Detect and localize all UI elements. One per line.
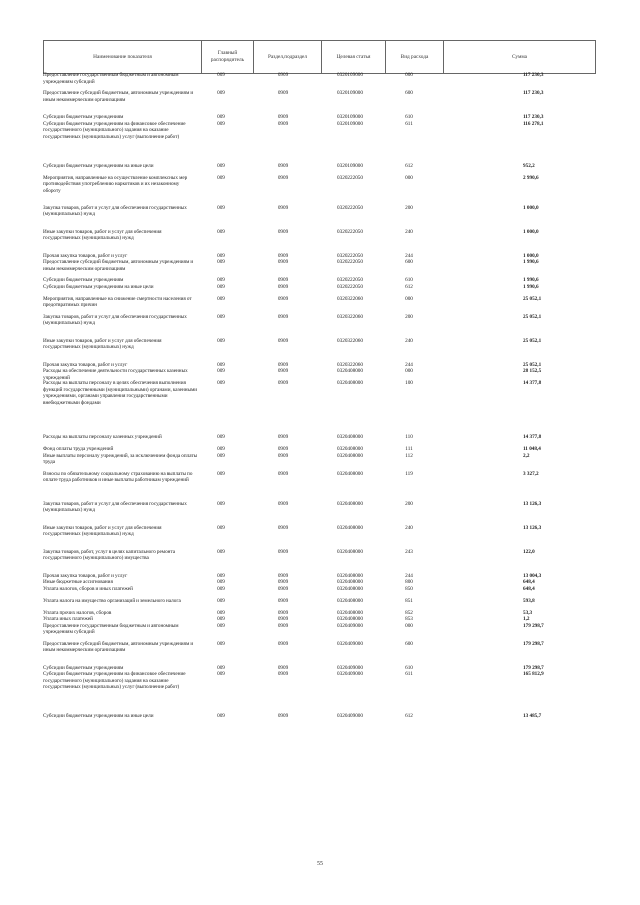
cell-cs: 0320408000 bbox=[337, 434, 363, 440]
cell-sum: 2 990,6 bbox=[523, 174, 539, 181]
cell-cs: 0320222050 bbox=[337, 277, 363, 283]
cell-vr: 110 bbox=[405, 434, 413, 440]
cell-gr: 009 bbox=[217, 72, 225, 78]
cell-vr: 100 bbox=[405, 380, 413, 386]
cell-gr: 009 bbox=[217, 204, 225, 211]
cell-vr: 612 bbox=[405, 713, 413, 719]
table-row bbox=[43, 549, 595, 573]
cell-sum: 179 298,7 bbox=[523, 640, 544, 647]
cell-cs: 0320408000 bbox=[337, 380, 363, 386]
cell-gr: 009 bbox=[217, 313, 225, 320]
table-row bbox=[43, 175, 595, 205]
cell-rz: 0909 bbox=[277, 259, 289, 265]
cell-gr: 009 bbox=[217, 713, 225, 719]
cell-name: Иные закупки товаров, работ и услуг для обеспечения государственных (муниципальных) нужд bbox=[43, 337, 162, 351]
cell-vr: 000 bbox=[405, 72, 413, 78]
cell-rz: 0909 bbox=[277, 470, 289, 477]
cell-name: Фонд оплаты труда учреждений bbox=[43, 446, 114, 452]
cell-rz: 0909 bbox=[277, 616, 289, 622]
cell-cs: 0320408000 bbox=[337, 548, 363, 555]
cell-sum: 648,4 bbox=[523, 579, 535, 585]
cell-gr: 009 bbox=[217, 664, 225, 671]
table-row bbox=[43, 598, 595, 610]
cell-sum: 13 004,3 bbox=[523, 572, 542, 579]
cell-gr: 009 bbox=[217, 524, 225, 531]
table-row bbox=[43, 163, 595, 175]
cell-cs: 0320109000 bbox=[337, 120, 363, 127]
cell-rz: 0909 bbox=[277, 252, 289, 259]
cell-cs: 0320408000 bbox=[337, 609, 363, 616]
cell-name: Иные выплаты персоналу учреждений, за исключением фонда оплаты труда bbox=[43, 452, 198, 466]
cell-cs: 0320408000 bbox=[337, 597, 363, 604]
cell-sum: 116 278,1 bbox=[523, 120, 544, 127]
cell-cs: 0320408000 bbox=[337, 579, 363, 585]
cell-gr: 009 bbox=[217, 640, 225, 647]
cell-rz: 0909 bbox=[277, 640, 289, 647]
cell-vr: 611 bbox=[405, 671, 413, 677]
cell-cs: 0320222050 bbox=[337, 228, 363, 235]
cell-gr: 009 bbox=[217, 470, 225, 477]
cell-sum: 25 052,1 bbox=[523, 337, 542, 344]
cell-rz: 0909 bbox=[277, 174, 289, 181]
table-row bbox=[43, 229, 595, 253]
table-row bbox=[43, 671, 595, 713]
cell-vr: 610 bbox=[405, 277, 413, 283]
cell-cs: 0320222050 bbox=[337, 283, 363, 290]
cell-cs: 0320109000 bbox=[337, 90, 363, 96]
cell-rz: 0909 bbox=[277, 585, 289, 592]
cell-cs: 0320409000 bbox=[337, 671, 363, 677]
cell-rz: 0909 bbox=[277, 120, 289, 127]
cell-vr: 853 bbox=[405, 616, 413, 622]
cell-gr: 009 bbox=[217, 446, 225, 452]
cell-vr: 600 bbox=[405, 90, 413, 96]
cell-rz: 0909 bbox=[277, 446, 289, 452]
cell-vr: 610 bbox=[405, 664, 413, 671]
cell-rz: 0909 bbox=[277, 337, 289, 344]
cell-rz: 0909 bbox=[277, 579, 289, 585]
cell-sum: 1 990,6 bbox=[523, 277, 539, 283]
cell-rz: 0909 bbox=[277, 713, 289, 719]
cell-name: Субсидии бюджетным учреждениям на финансовое обеспечение государственного (муниципального) задания на оказание государственных (муниципальных) услуг (выполнение работ) bbox=[43, 120, 186, 140]
cell-gr: 009 bbox=[217, 120, 225, 127]
cell-sum: 3 327,2 bbox=[523, 470, 539, 477]
cell-name: Расходы на обеспечение деятельности государственных казенных учреждений bbox=[43, 368, 188, 381]
header-name: Наименование показателя bbox=[44, 41, 202, 74]
cell-sum: 13 126,3 bbox=[523, 524, 542, 531]
table-row bbox=[43, 72, 595, 90]
cell-vr: 611 bbox=[405, 120, 413, 127]
cell-gr: 009 bbox=[217, 361, 225, 368]
table-row bbox=[43, 525, 595, 549]
cell-name: Уплата налога на имущество организаций и земельного налога bbox=[43, 597, 181, 604]
cell-vr: 610 bbox=[405, 114, 413, 120]
cell-name: Иные бюджетные ассигнования bbox=[43, 579, 113, 585]
cell-rz: 0909 bbox=[277, 452, 289, 459]
cell-vr: 600 bbox=[405, 259, 413, 265]
table-row bbox=[43, 453, 595, 471]
cell-sum: 117 230,3 bbox=[523, 90, 544, 96]
cell-cs: 0320109000 bbox=[337, 114, 363, 120]
cell-vr: 111 bbox=[405, 446, 413, 452]
cell-gr: 009 bbox=[217, 380, 225, 386]
cell-rz: 0909 bbox=[277, 548, 289, 555]
header-vr: Вид расхода bbox=[386, 41, 444, 74]
cell-cs: 0320408000 bbox=[337, 585, 363, 592]
cell-cs: 0320408000 bbox=[337, 368, 363, 374]
table-row bbox=[43, 314, 595, 338]
cell-sum: 165 812,9 bbox=[523, 671, 544, 677]
cell-name: Расходы на выплаты персоналу казенных учреждений bbox=[43, 434, 162, 440]
cell-sum: 25 052,1 bbox=[523, 361, 542, 368]
cell-vr: 244 bbox=[405, 572, 413, 579]
table-row bbox=[43, 586, 595, 598]
cell-sum: 53,3 bbox=[523, 609, 533, 616]
cell-gr: 009 bbox=[217, 434, 225, 440]
cell-cs: 0320322060 bbox=[337, 313, 363, 320]
cell-gr: 009 bbox=[217, 368, 225, 374]
cell-sum: 1 990,6 bbox=[523, 259, 539, 265]
cell-vr: 612 bbox=[405, 162, 413, 169]
cell-rz: 0909 bbox=[277, 228, 289, 235]
cell-vr: 240 bbox=[405, 337, 413, 344]
table-row bbox=[43, 368, 595, 380]
header-cs: Целевая статья bbox=[322, 41, 386, 74]
cell-gr: 009 bbox=[217, 283, 225, 290]
cell-cs: 0320322060 bbox=[337, 337, 363, 344]
cell-gr: 009 bbox=[217, 228, 225, 235]
cell-vr: 851 bbox=[405, 597, 413, 604]
cell-name: Субсидии бюджетным учреждениям bbox=[43, 277, 124, 283]
table-row bbox=[43, 90, 595, 114]
cell-name: Прочая закупка товаров, работ и услуг bbox=[43, 361, 128, 368]
cell-cs: 0320322060 bbox=[337, 361, 363, 368]
cell-name: Закупка товаров, работ и услуг для обеспечения государственных (муниципальных) нужд bbox=[43, 313, 187, 327]
cell-cs: 0320222050 bbox=[337, 204, 363, 211]
header-sum: Сумма bbox=[444, 41, 596, 74]
cell-sum: 648,4 bbox=[523, 585, 535, 592]
cell-gr: 009 bbox=[217, 90, 225, 96]
cell-cs: 0320109000 bbox=[337, 72, 363, 78]
cell-name: Уплата налогов, сборов и иных платежей bbox=[43, 585, 133, 592]
cell-name: Субсидии бюджетным учреждениям bbox=[43, 114, 124, 120]
table-row bbox=[43, 434, 595, 446]
cell-gr: 009 bbox=[217, 162, 225, 169]
cell-rz: 0909 bbox=[277, 524, 289, 531]
cell-vr: 112 bbox=[405, 452, 413, 459]
cell-vr: 850 bbox=[405, 585, 413, 592]
cell-name: Предоставление субсидий бюджетным, автономным учреждениям и иным некоммерческим организациям bbox=[43, 259, 194, 272]
cell-name: Взносы по обязательному социальному страхованию на выплаты по оплате труда работников и иные выплаты работникам учреждений bbox=[43, 470, 193, 484]
cell-gr: 009 bbox=[217, 295, 225, 302]
cell-gr: 009 bbox=[217, 579, 225, 585]
header-grbs: Главный распорядитель bbox=[202, 41, 254, 74]
cell-name: Закупка товаров, работ и услуг для обеспечения государственных (муниципальных) нужд bbox=[43, 204, 187, 218]
cell-gr: 009 bbox=[217, 114, 225, 120]
cell-rz: 0909 bbox=[277, 277, 289, 283]
cell-vr: 612 bbox=[405, 283, 413, 290]
cell-cs: 0320408000 bbox=[337, 470, 363, 477]
cell-sum: 1 990,6 bbox=[523, 283, 539, 290]
cell-rz: 0909 bbox=[277, 609, 289, 616]
table-row bbox=[43, 623, 595, 641]
cell-sum: 1 000,0 bbox=[523, 204, 539, 211]
cell-gr: 009 bbox=[217, 259, 225, 265]
cell-rz: 0909 bbox=[277, 500, 289, 507]
cell-cs: 0320409000 bbox=[337, 664, 363, 671]
table-row bbox=[43, 338, 595, 362]
cell-name: Прочая закупка товаров, работ и услуг bbox=[43, 252, 128, 259]
cell-vr: 200 bbox=[405, 500, 413, 507]
table-row bbox=[43, 641, 595, 665]
cell-name: Предоставление субсидий бюджетным, автономным учреждениям и иным некоммерческим организациям bbox=[43, 640, 194, 654]
table-row bbox=[43, 713, 595, 725]
cell-sum: 14 377,8 bbox=[523, 434, 542, 440]
cell-sum: 117 230,3 bbox=[523, 72, 544, 78]
cell-gr: 009 bbox=[217, 671, 225, 677]
cell-rz: 0909 bbox=[277, 283, 289, 290]
cell-cs: 0320222050 bbox=[337, 252, 363, 259]
cell-name: Иные закупки товаров, работ и услуг для обеспечения государственных (муниципальных) нужд bbox=[43, 228, 162, 242]
table-header bbox=[43, 40, 596, 74]
cell-gr: 009 bbox=[217, 174, 225, 181]
cell-cs: 0320408000 bbox=[337, 452, 363, 459]
cell-rz: 0909 bbox=[277, 204, 289, 211]
cell-cs: 0320408000 bbox=[337, 446, 363, 452]
cell-rz: 0909 bbox=[277, 114, 289, 120]
cell-gr: 009 bbox=[217, 452, 225, 459]
cell-rz: 0909 bbox=[277, 380, 289, 386]
table-row bbox=[43, 259, 595, 277]
cell-vr: 240 bbox=[405, 228, 413, 235]
cell-cs: 0320409000 bbox=[337, 622, 363, 629]
cell-gr: 009 bbox=[217, 609, 225, 616]
cell-gr: 009 bbox=[217, 597, 225, 604]
cell-vr: 000 bbox=[405, 622, 413, 629]
cell-cs: 0320408000 bbox=[337, 572, 363, 579]
cell-gr: 009 bbox=[217, 572, 225, 579]
cell-name: Предоставление субсидий бюджетным, автономным учреждениям и иным некоммерческим организациям bbox=[43, 90, 194, 103]
cell-sum: 952,2 bbox=[523, 162, 535, 169]
table-row bbox=[43, 205, 595, 229]
cell-vr: 200 bbox=[405, 313, 413, 320]
cell-vr: 000 bbox=[405, 368, 413, 374]
cell-gr: 009 bbox=[217, 585, 225, 592]
cell-rz: 0909 bbox=[277, 671, 289, 677]
table-row bbox=[43, 471, 595, 501]
cell-cs: 0320222050 bbox=[337, 259, 363, 265]
cell-sum: 28 152,5 bbox=[523, 368, 542, 374]
cell-name: Субсидии бюджетным учреждениям на финансовое обеспечение государственного (муниципального) задания на оказание государственных (муниципальных) услуг (выполнение работ) bbox=[43, 671, 186, 691]
cell-name: Субсидии бюджетным учреждениям bbox=[43, 664, 124, 671]
cell-vr: 852 bbox=[405, 609, 413, 616]
cell-name: Субсидии бюджетным учреждениям на иные цели bbox=[43, 162, 154, 169]
cell-name: Мероприятия, направленные на осуществление комплексных мер противодействия употреблению наркотиков и их незаконному обороту bbox=[43, 174, 188, 194]
cell-rz: 0909 bbox=[277, 622, 289, 629]
cell-vr: 800 bbox=[405, 579, 413, 585]
cell-sum: 1 000,0 bbox=[523, 228, 539, 235]
cell-gr: 009 bbox=[217, 548, 225, 555]
cell-name: Субсидии бюджетным учреждениям на иные цели bbox=[43, 713, 154, 719]
cell-sum: 179 298,7 bbox=[523, 622, 544, 629]
table-row bbox=[43, 501, 595, 525]
cell-name: Мероприятия, направленные на снижение смертности населения от предотвратимых причин bbox=[43, 295, 192, 309]
table-row bbox=[43, 121, 595, 163]
cell-sum: 11 048,4 bbox=[523, 446, 541, 452]
cell-gr: 009 bbox=[217, 622, 225, 629]
cell-vr: 244 bbox=[405, 252, 413, 259]
cell-cs: 0320322060 bbox=[337, 295, 363, 302]
cell-sum: 117 230,3 bbox=[523, 114, 544, 120]
cell-cs: 0320408000 bbox=[337, 616, 363, 622]
cell-name: Субсидии бюджетным учреждениям на иные цели bbox=[43, 283, 154, 290]
cell-sum: 25 052,1 bbox=[523, 313, 542, 320]
cell-name: Закупка товаров, работ, услуг в целях капитального ремонта государственного (муниципального) имущества bbox=[43, 548, 176, 562]
cell-name: Предоставление государственным бюджетным и автономным учреждениям субсидий bbox=[43, 622, 179, 636]
page-number: 55 bbox=[317, 861, 323, 867]
cell-rz: 0909 bbox=[277, 72, 289, 78]
cell-cs: 0320409000 bbox=[337, 713, 363, 719]
cell-sum: 593,8 bbox=[523, 597, 535, 604]
cell-sum: 179 298,7 bbox=[523, 664, 544, 671]
cell-name: Иные закупки товаров, работ и услуг для обеспечения государственных (муниципальных) нужд bbox=[43, 524, 162, 538]
table-row bbox=[43, 284, 595, 296]
cell-rz: 0909 bbox=[277, 597, 289, 604]
cell-sum: 13 485,7 bbox=[523, 713, 542, 719]
cell-name: Расходы на выплаты персоналу в целях обеспечения выполнения функций государственными (муниципальными) органами, казенными учреждениями, органами управления государственными внебюджетными фондами bbox=[43, 380, 198, 406]
cell-sum: 2,2 bbox=[523, 452, 530, 459]
header-razdel: Раздел,подраздел bbox=[254, 41, 322, 74]
cell-cs: 0320222050 bbox=[337, 174, 363, 181]
cell-rz: 0909 bbox=[277, 90, 289, 96]
cell-vr: 200 bbox=[405, 204, 413, 211]
cell-rz: 0909 bbox=[277, 664, 289, 671]
cell-sum: 25 052,1 bbox=[523, 295, 542, 302]
cell-gr: 009 bbox=[217, 277, 225, 283]
cell-gr: 009 bbox=[217, 500, 225, 507]
cell-rz: 0909 bbox=[277, 572, 289, 579]
cell-name: Уплата иных платежей bbox=[43, 616, 93, 622]
cell-vr: 000 bbox=[405, 174, 413, 181]
cell-cs: 0320408000 bbox=[337, 500, 363, 507]
cell-name: Уплата прочих налогов, сборов bbox=[43, 609, 112, 616]
cell-sum: 1 000,0 bbox=[523, 252, 539, 259]
cell-cs: 0320409000 bbox=[337, 640, 363, 647]
cell-cs: 0320109000 bbox=[337, 162, 363, 169]
cell-vr: 243 bbox=[405, 548, 413, 555]
cell-rz: 0909 bbox=[277, 295, 289, 302]
cell-vr: 119 bbox=[405, 470, 413, 477]
cell-vr: 000 bbox=[405, 295, 413, 302]
cell-rz: 0909 bbox=[277, 313, 289, 320]
cell-sum: 13 126,3 bbox=[523, 500, 542, 507]
cell-name: Закупка товаров, работ и услуг для обеспечения государственных (муниципальных) нужд bbox=[43, 500, 187, 514]
cell-rz: 0909 bbox=[277, 162, 289, 169]
cell-gr: 009 bbox=[217, 616, 225, 622]
cell-vr: 244 bbox=[405, 361, 413, 368]
cell-rz: 0909 bbox=[277, 361, 289, 368]
table-body bbox=[43, 72, 595, 725]
cell-gr: 009 bbox=[217, 252, 225, 259]
cell-gr: 009 bbox=[217, 337, 225, 344]
cell-vr: 240 bbox=[405, 524, 413, 531]
cell-cs: 0320408000 bbox=[337, 524, 363, 531]
table-row bbox=[43, 296, 595, 314]
cell-sum: 14 377,8 bbox=[523, 380, 542, 386]
table-row bbox=[43, 380, 595, 434]
cell-name: Предоставление государственным бюджетным и автономным учреждениям субсидий bbox=[43, 72, 179, 85]
cell-sum: 1,2 bbox=[523, 616, 530, 622]
cell-vr: 600 bbox=[405, 640, 413, 647]
cell-sum: 122,0 bbox=[523, 548, 535, 555]
cell-rz: 0909 bbox=[277, 368, 289, 374]
cell-name: Прочая закупка товаров, работ и услуг bbox=[43, 572, 128, 579]
cell-rz: 0909 bbox=[277, 434, 289, 440]
